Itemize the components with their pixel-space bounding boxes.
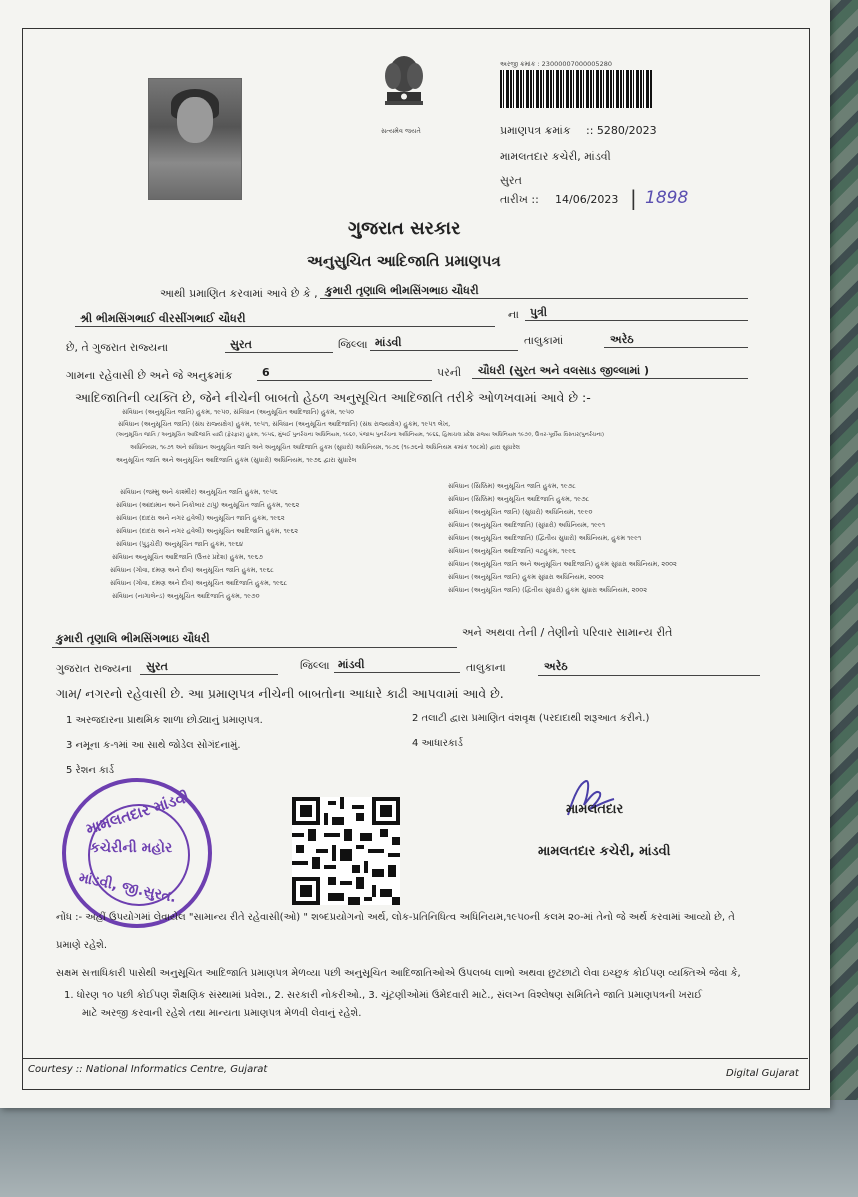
caste-label: પરની	[437, 366, 462, 379]
order-top-2: સંવિધાન (અનુસૂચિત જાતિ) (સંઘ રાજ્યક્ષેત્ર) હુકમ, ૧૯૫૧, સંવિધાન (અનુસૂચિત આદિજાતિ) (સંઘ રાજ્યક્ષેત્ર) હુકમ, ૧૯૫૧ લેખ,	[118, 420, 451, 428]
district-underline	[225, 352, 333, 353]
order-left-item: સંવિધાન (પુડુચેરી) અનુસૂચિત જાતિ હુકમ, ૧૯૬૪	[116, 540, 244, 548]
taluka-label: તાલુકામાં	[524, 334, 564, 347]
district-label: જિલ્લા	[338, 338, 368, 351]
order-left-item: સંવિધાન (ગોવા, દમણ અને દીવ) અનુસૂચિત જાતિ હુકમ, ૧૯૬૮	[110, 566, 274, 574]
order-right-item: સંવિધાન (અનુસૂચિત આદિજાતિ) (દ્વિતીય સુધારો) અધિનિયમ, હુકમ ૧૯૯૧	[448, 534, 642, 542]
barcode	[500, 70, 652, 108]
certificate-number-label: પ્રમાણપત્ર ક્રમાંક	[500, 124, 571, 137]
attest-label: આથી પ્રમાણિત કરવામાં આવે છે કે ,	[160, 287, 318, 300]
signature-icon	[560, 775, 620, 825]
relation: પુત્રી	[530, 306, 548, 319]
certificate-number: :: 5280/2023	[586, 124, 657, 137]
residence-taluka-district: માંડવી	[338, 658, 365, 671]
taluka-district-underline	[370, 350, 518, 351]
date-separator: |	[630, 186, 637, 210]
residence-taluka-label: તાલુકાના	[466, 661, 506, 674]
application-number: અરજી ક્રમાંક : 23000007000005280	[500, 60, 612, 68]
government-title: ગુજરાત સરકાર	[348, 218, 461, 239]
taluka-district: માંડવી	[375, 336, 402, 349]
document-item: 5 રેશન કાર્ડ	[66, 765, 115, 776]
caste: ચૌધરી (સુરત અને વલસાડ જીલ્લામાં )	[478, 364, 650, 377]
handwritten-number: 1898	[645, 188, 689, 208]
certificate-title: અનુસુચિત આદિજાતિ પ્રમાણપત્ર	[307, 252, 501, 270]
serial-number: 6	[262, 366, 270, 379]
residence-taluka-underline	[538, 675, 760, 676]
applicant-name: કુમારી તૃણાલિ ભીમસિંગભાઇ ચૌધરી	[325, 284, 479, 297]
order-left-item: સંવિધાન (ગોવા, દમણ અને દીવ) અનુસૂચિત આદિજાતિ હુકમ, ૧૯૬૮	[110, 579, 288, 587]
applicant-photo	[148, 78, 242, 200]
document-item: 2 તલાટી દ્વારા પ્રમાણિત વંશવૃક્ષ (પરદાદાથી શરૂઆત કરીને.)	[412, 713, 650, 724]
relation-underline	[525, 320, 748, 321]
signatory-office: મામલતદાર કચેરી, માંડવી	[538, 844, 671, 859]
caste-underline	[472, 378, 748, 379]
qr-code-icon	[292, 797, 400, 905]
order-top-4: અધિનિયમ, ૧૯૭૧ અને સંવિધાન અનુસૂચિત જાતિ અને અનુસૂચિત આદિજાતિ હુકમ (સુધારો) અધિનિયમ, ૧૯૭૬ (૧૯૭૬નો અધિનિયમ ક્રમાંક ૧૦૮મો) દ્વારા સુધારેલ	[130, 444, 520, 451]
basis-line: ગામ/ નગરનો રહેવાસી છે. આ પ્રમાણપત્ર નીચેની બાબતોના આધારે કાઢી આપવામાં આવે છે.	[56, 686, 504, 701]
order-right-item: સંવિધાન (અનુસૂચિત જાતિ અને અનુસૂચિત આદિજાતિ) હુકમ સુધારા અધિનિયમ, ૨૦૦૨	[448, 560, 677, 568]
district: સુરત	[230, 338, 252, 351]
footer-courtesy: Courtesy :: National Informatics Centre, Gujarat	[28, 1064, 268, 1075]
background-surface	[0, 1100, 858, 1197]
order-right-item: સંવિધાન (સિક્કિમ) અનુસૂચિત આદિજાતિ હુકમ, ૧૯૭૮	[448, 495, 590, 503]
order-left-item: સંવિધાન (દાદરા અને નગર હવેલી) અનુસૂચિત જાતિ હુકમ, ૧૯૬૨	[116, 514, 285, 522]
residence-district-underline	[140, 674, 278, 675]
office-line: મામલતદાર કચેરી, માંડવી	[500, 150, 611, 163]
issue-date: 14/06/2023	[555, 193, 619, 206]
note-2-line-3: માટે અરજી કરવાની રહેશે તથા માન્યતા પ્રમાણપત્ર મેળવી લેવાનું રહેશે.	[82, 1008, 362, 1019]
order-right-item: સંવિધાન (અનુસૂચિત જાતિ) (દ્વિતીય સુધારો) હુકમ સુધારા અધિનિયમ, ૨૦૦૨	[448, 586, 648, 594]
tribe-line: આદિજાતિની વ્યક્તિ છે, જેને નીચેની બાબતો હેઠળ અનુસૂચિત આદિજાતિ તરીકે ઓળખવામાં આવે છે :-	[75, 390, 591, 405]
order-right-item: સંવિધાન (અનુસૂચિત જાતિ) (સુધારો) અધિનિયમ, ૧૯૯૦	[448, 508, 593, 516]
order-left-item: સંવિધાન (નાગાલેન્ડ) અનુસૂચિત આદિજાતિ હુકમ, ૧૯૭૦	[112, 592, 260, 600]
residence-taluka: અરેઠ	[544, 660, 568, 673]
signatory-title: મામલતદાર	[566, 802, 624, 817]
residence-district-label: જિલ્લા	[300, 659, 330, 672]
order-top-1: સંવિધાન (અનુસૂચિત જાતિ) હુકમ, ૧૯૫૦, સંવિધાન (અનુસૂચિત આદિજાતિ) હુકમ, ૧૯૫૦	[122, 408, 355, 416]
office-seal	[62, 778, 212, 928]
document-item: 3 નમૂના ક-૧માં આ સાથે જોડેલ સોગંદનામું.	[66, 740, 241, 751]
date-label: તારીખ ::	[500, 193, 539, 206]
state-emblem-icon	[375, 52, 433, 124]
taluka: અરેઠ	[610, 333, 634, 346]
order-right-item: સંવિધાન (અનુસૂચિત જાતિ) હુકમ સુધારા અધિનિયમ, ૨૦૦૨	[448, 573, 604, 581]
seal-bottom-text: માંડવી, જી.સુરત.	[77, 869, 178, 907]
order-top-5: અનુસૂચિત જાતિ અને અનુસૂચિત આદિજાતિ હુકમ (સુધારો) અધિનિયમ, ૧૯૭૬ દ્વારા સુધારેલ	[116, 456, 357, 464]
relation-suffix: ના	[508, 308, 519, 321]
family-text: અને અથવા તેની / તેણીનો પરિવાર સામાન્ય રીતે	[462, 626, 673, 639]
note-1-line-2: પ્રમાણે રહેશે.	[56, 940, 108, 951]
district-line: સુરત	[500, 174, 522, 187]
note-1-line-1: નોંધ :- અહીં ઉપયોગમાં લેવાયેલ "સામાન્ય રીતે રહેવાસી(ઓ) " શબ્દપ્રયોગનો અર્થ, લોક-પ્રતિનિધિત્વ અધિનિયમ,૧૯૫૦ની કલમ ૨૦-માં તેનો જે અર્થ કરવામાં આવ્યો છે, તે	[56, 912, 735, 923]
name-underline	[320, 298, 748, 299]
seal-top-text: મામલતદાર માંડવી	[83, 787, 192, 839]
serial-underline	[257, 380, 432, 381]
taluka-underline	[604, 347, 748, 348]
resident-name-underline	[52, 647, 457, 648]
order-left-item: સંવિધાન (દાદરા અને નગર હવેલી) અનુસૂચિત આદિજાતિ હુકમ, ૧૯૬૨	[116, 527, 299, 535]
order-left-item: સંવિધાન (આંદામાન અને નિકોબાર ટાપુ) અનુસૂચિત જાતિ હુકમ, ૧૯૬૨	[116, 501, 300, 509]
order-left-item: સંવિધાન અનુસૂચિત આદિજાતિ (ઉત્તર પ્રદેશ) હુકમ, ૧૯૬૭	[112, 553, 263, 561]
residence-taluka-district-underline	[334, 672, 460, 673]
note-2-line-2: 1. ધોરણ ૧૦ પછી કોઈપણ શૈક્ષણિક સંસ્થામાં પ્રવેશ., 2. સરકારી નોકરીઓ., 3. ચૂંટણીઓમાં ઉમેદવારી માટે., સંલગ્ન વિશ્લેષણ સમિતિને જાતિ પ્રમાણપત્રની ખરાઈ	[64, 990, 703, 1001]
father-underline	[75, 326, 495, 327]
father-name: શ્રી ભીમસિંગભાઈ વીરસીંગભાઈ ચૌધરી	[80, 312, 246, 325]
footer-brand: Digital Gujarat	[726, 1068, 799, 1079]
footer-divider	[22, 1058, 808, 1059]
order-right-item: સંવિધાન (અનુસૂચિત આદિજાતિ) વટહુકમ, ૧૯૯૬	[448, 547, 576, 555]
state-label: છે, તે ગુજરાત રાજ્યના	[66, 341, 169, 354]
order-right-item: સંવિધાન (અનુસૂચિત આદિજાતિ) (સુધારો) અધિનિયમ, ૧૯૯૧	[448, 521, 606, 529]
order-top-3: (અનુસૂચિત જાતિ / અનુસૂચિત આદિજાતિ યાદી (ફેરફાર) હુકમ, ૧૯૫૬, મુંબઈ પુનર્રચના અધિનિયમ, ૧૯૬૦, પંજાબ પુનર્રચના અધિનિયમ, ૧૯૬૬, હિમાચલ પ્રદેશ રાજ્ય અધિનિયમ ૧૯૭૦, ઉત્તર-પૂર્વીય વિસ્તાર(પુનર્રચના)	[116, 432, 605, 438]
document-item: 4 આધારકાર્ડ	[412, 738, 463, 749]
resident-name: કુમારી તૃણાલિ ભીમસિંગભાઇ ચૌધરી	[56, 632, 210, 645]
village-label: ગામના રહેવાસી છે અને જે અનુક્રમાંક	[66, 369, 233, 382]
order-right-item: સંવિધાન (સિક્કિમ) અનુસૂચિત જાતિ હુકમ, ૧૯૭૮	[448, 482, 576, 490]
order-left-item: સંવિધાન (જમ્મુ અને કાશ્મીર) અનુસૂચિત જાતિ હુકમ, ૧૯૫૬	[120, 488, 278, 496]
document-item: 1 અરજદારના પ્રાથમિક શાળા છોડ્યાનું પ્રમાણપત્ર.	[66, 715, 263, 726]
seal-middle-text: કચેરીની મહોર	[90, 840, 173, 856]
emblem-caption: સત્યમેવ જયતે	[381, 127, 421, 135]
note-2-line-1: સક્ષમ સત્તાધિકારી પાસેથી અનુસૂચિત આદિજાતિ પ્રમાણપત્ર મેળવ્યા પછી અનુસૂચિત આદિજાતિઓએ ઉપલબ્ધ લાભો અથવા છુટછાટો લેવા ઇચ્છુક કોઈપણ વ્યક્તિએ જેવા કે,	[56, 968, 741, 979]
residence-state-label: ગુજરાત રાજ્યના	[56, 662, 132, 675]
residence-district: સુરત	[146, 660, 168, 673]
